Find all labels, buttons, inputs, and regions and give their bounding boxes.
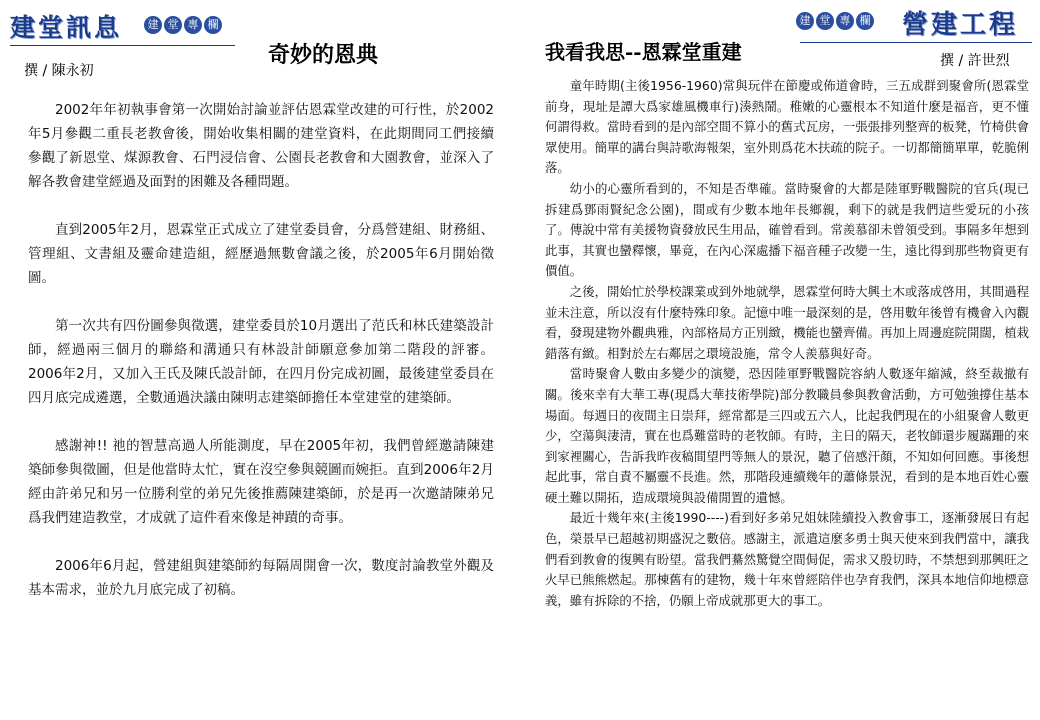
- paragraph: 當時聚會人數由多變少的演變，恐因陸軍野戰醫院容納人數逐年縮減，終至裁撤有關。後來幸有大華工專(現爲大華技術學院)部分教職員參與教會活動，方可勉強撐住基本場面。每週日的夜間主日崇拜，經常都是三四或五六人，比起我們現在的小組聚會人數更少，空蕩與淒清，實在也爲難當時的老牧師。有時，主日的隔天，老牧師還步履蹣跚的來到家裡關心，告訴我昨夜稿間望門等無人的景況，聽了倍感汗顏，不知如何回應。事後想起此事，常自責不屬靈不長進。然，那階段連續幾年的蕭條景況，看到的是本地百姓心靈硬土難以開拓，造成環境與設備閒置的遺憾。: [545, 366, 1029, 505]
- right-article-body: [545, 76, 1029, 611]
- badge-char: 專: [184, 16, 202, 34]
- badge-char: 建: [144, 16, 162, 34]
- paragraph: 童年時期(主後1956-1960)常與玩伴在節慶或佈道會時，三五成群到聚會所(恩霖堂前身，現址是譚大爲家雄風機車行)湊熱鬧。稚嫩的心靈根本不知道什麼是福音，更不懂何謂得救。當時看到的是內部空間不算小的舊式瓦房，一張張排列整齊的板凳，竹椅供會眾使用。簡單的講台與詩歌海報架，室外則爲花木扶疏的院子。一切都簡簡單單，乾脆俐落。: [545, 78, 1029, 176]
- right-article-byline: 撰 / 許世烈: [940, 53, 1010, 69]
- left-article-body: [28, 98, 494, 626]
- badge-char: 欄: [856, 12, 874, 30]
- paragraph: 第一次共有四份圖參與徵選，建堂委員於10月選出了范氏和林氏建築設計師，經過兩三個月的聯絡和溝通只有林設計師願意參加第二階段的評審。2006年2月，又加入王氏及陳氏設計師，在四月份完成初圖，最後建堂委員在四月底完成遴選，全數通過決議由陳明志建築師擔任本堂建堂的建築師。: [28, 318, 494, 406]
- badge-char: 欄: [204, 16, 222, 34]
- left-article-title: 奇妙的恩典: [268, 42, 379, 68]
- badge-char: 堂: [164, 16, 182, 34]
- left-column-badge: [144, 16, 222, 34]
- paragraph: 2002年年初執事會第一次開始討論並評估恩霖堂改建的可行性，於2002年5月參觀二重長老教會後，開始收集相關的建堂資料，在此期間同工們接續參觀了新恩堂、煤源教會、石門浸信會、公園長老教會和大園教會，並深入了解各教會建堂經過及面對的困難及各種問題。: [28, 102, 494, 190]
- paragraph: 直到2005年2月，恩霖堂正式成立了建堂委員會，分爲營建組、財務組、管理組、文書組及靈命建造組，經歷過無數會議之後，於2005年6月開始徵圖。: [28, 222, 494, 286]
- paragraph: 最近十幾年來(主後1990----)看到好多弟兄姐妹陸續投入教會事工，逐漸發展日有起色，榮景早已超越初期盛況之數倍。感謝主，派遣這麼多勇士與天使來到我們當中，讓我們看到教會的復興有盼望。當我們驀然驚覺空間侷促，需求又殷切時，不禁想到那興旺之火早已熊熊燃起。那棟舊有的建物，幾十年來曾經陪伴也孕育我們，深具本地信仰地標意義，雖有拆除的不捨，仍願上帝成就那更大的事工。: [545, 510, 1029, 608]
- left-header-rule: [10, 45, 235, 46]
- paragraph: 2006年6月起，營建組與建築師約每隔周開會一次，數度討論教堂外觀及基本需求，並於九月底完成了初稿。: [28, 558, 494, 598]
- right-article-title: 我看我思--恩霖堂重建: [545, 40, 742, 64]
- right-header-rule: [800, 42, 1032, 43]
- left-article-byline: 撰 / 陳永初: [24, 63, 94, 79]
- paragraph: 之後，開始忙於學校課業或到外地就學，恩霖堂何時大興土木或落成啓用，其間過程並未注意，所以沒有什麼特殊印象。記憶中唯一最深刻的是，啓用數年後曾有機會入內觀看，發現建物外觀典雅，內部格局方正別緻，機能也蠻齊備。再加上周邊庭院開闊，植栽錯落有緻。相對於左右鄰居之環境設施，常令人羨慕與好奇。: [545, 283, 1029, 361]
- left-header-title: 建堂訊息: [10, 13, 123, 42]
- paragraph: 幼小的心靈所看到的，不知是否準確。當時聚會的大都是陸軍野戰醫院的官兵(現已拆建爲鄧雨賢紀念公園)，間或有少數本地年長鄉親，剩下的就是我們這些愛玩的小孩了。傳說中常有美援物資發放民生用品，確曾看到。常羨慕卻未曾領受到。事隔多年想到此事，其實也蠻釋懷，畢竟，在內心深處播下福音種子改變一生，遠比得到那些物資更有價值。: [545, 180, 1029, 279]
- right-column-badge: [796, 12, 874, 30]
- paragraph: 感謝神!! 祂的智慧高過人所能測度，早在2005年初，我們曾經邀請陳建築師參與徵圖，但是他當時太忙，實在沒空參與競圖而婉拒。直到2006年2月經由許弟兄和另一位勝利堂的弟兄先後推薦陳建築師，於是再一次邀請陳弟兄爲我們建造教堂，才成就了這件看來像是神蹟的奇事。: [28, 438, 494, 526]
- badge-char: 專: [836, 12, 854, 30]
- badge-char: 堂: [816, 12, 834, 30]
- badge-char: 建: [796, 12, 814, 30]
- right-header-title: 營建工程: [902, 10, 1019, 40]
